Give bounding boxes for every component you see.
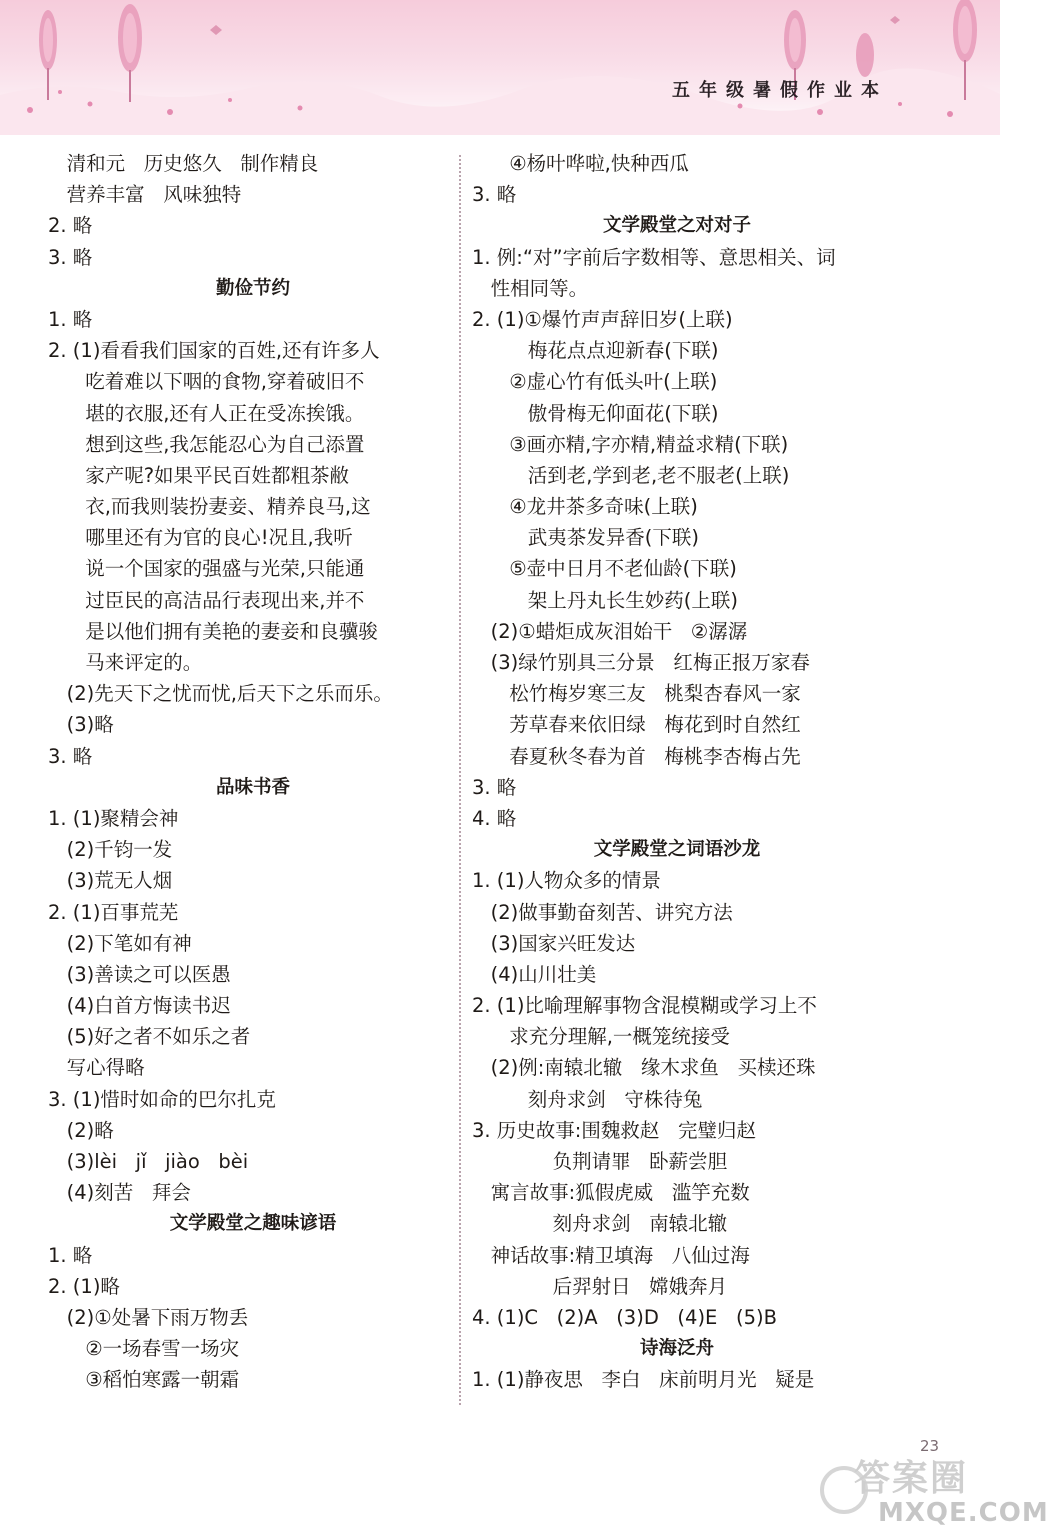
answer-line: 家产呢?如果平民百姓都粗茶敝 bbox=[48, 463, 350, 487]
answer-line: 1. 略 bbox=[48, 307, 93, 331]
header-banner bbox=[0, 0, 1000, 135]
answer-line: 2. (1)①爆竹声声辞旧岁(上联) bbox=[472, 307, 733, 331]
page-number: 23 bbox=[920, 1437, 940, 1455]
answer-line: (4)白首方悔读书迟 bbox=[48, 994, 231, 1018]
answer-line: (3)荒无人烟 bbox=[48, 869, 173, 893]
answer-line: 负荆请罪 卧薪尝胆 bbox=[472, 1150, 728, 1173]
answer-line: ③稻怕寒露一朝霜 bbox=[48, 1368, 240, 1392]
answer-line: ②虚心竹有低头叶(上联) bbox=[472, 370, 718, 394]
flower-field-illustration bbox=[0, 0, 1000, 135]
answer-line: (4)山川壮美 bbox=[472, 962, 597, 986]
answer-line: 3. 略 bbox=[472, 183, 517, 207]
answer-line: 4. (1)C (2)A (3)D (4)E (5)B bbox=[472, 1305, 777, 1329]
answer-line: 写心得略 bbox=[48, 1056, 145, 1080]
answer-line: (3)善读之可以医愚 bbox=[48, 962, 231, 986]
answer-line: 营养丰富 风味独特 bbox=[48, 183, 242, 207]
answer-line: 神话故事:精卫填海 八仙过海 bbox=[472, 1243, 750, 1267]
answer-line: 4. 略 bbox=[472, 806, 517, 830]
answer-line: (3)绿竹别具三分景 红梅正报万家春 bbox=[472, 651, 810, 674]
answer-line: 春夏秋冬春为首 梅桃李杏梅占先 bbox=[472, 744, 801, 768]
answer-line: 1. (1)人物众多的情景 bbox=[472, 869, 661, 893]
answer-line: ④龙井茶多奇味(上联) bbox=[472, 495, 698, 519]
answer-line: 2. (1)看看我们国家的百姓,还有许多人 bbox=[48, 339, 380, 363]
answer-line: 堪的衣服,还有人正在受冻挨饿。 bbox=[48, 401, 365, 425]
answer-line: 架上丹丸长生妙药(上联) bbox=[472, 588, 739, 612]
answer-line: (2)略 bbox=[48, 1118, 114, 1142]
right-column bbox=[472, 148, 882, 1396]
answer-line: 1. (1)静夜思 李白 床前明月光 疑是 bbox=[472, 1368, 815, 1392]
section-heading: 诗海泛舟 bbox=[639, 1338, 714, 1360]
book-title: 五年级暑假作业本 bbox=[672, 80, 888, 101]
answer-line: 求充分理解,一概笼统接受 bbox=[472, 1025, 730, 1049]
section-heading: 文学殿堂之词语沙龙 bbox=[593, 839, 761, 861]
answer-line: ②一场春雪一场灾 bbox=[48, 1337, 240, 1361]
answer-line: 3. 略 bbox=[472, 775, 517, 799]
answer-line: 活到老,学到老,老不服老(上联) bbox=[472, 463, 790, 487]
answer-line: 衣,而我则装扮妻妾、精养良马,这 bbox=[48, 495, 371, 519]
answer-line: (2)千钧一发 bbox=[48, 838, 173, 862]
answer-line: 是以他们拥有美艳的妻妾和良骥骏 bbox=[48, 619, 378, 643]
answer-line: 过臣民的高洁品行表现出来,并不 bbox=[48, 588, 365, 612]
answer-line: 芳草春来依旧绿 梅花到时自然红 bbox=[472, 713, 801, 737]
section-heading: 品味书香 bbox=[215, 776, 290, 798]
answer-line: 刻舟求剑 守株待兔 bbox=[472, 1087, 703, 1111]
answer-line: (2)下笔如有神 bbox=[48, 931, 192, 955]
answer-line: 寓言故事:狐假虎威 滥竽充数 bbox=[472, 1181, 750, 1205]
answer-line: 松竹梅岁寒三友 桃梨杏春风一家 bbox=[472, 682, 801, 706]
answer-line: 吃着难以下咽的食物,穿着破旧不 bbox=[48, 370, 365, 394]
answer-line: 1. 例:“对”字前后字数相等、意思相关、词 bbox=[472, 245, 836, 269]
answer-line: 刻舟求剑 南辕北辙 bbox=[472, 1212, 728, 1236]
answer-line: (3)lèi jǐ jiào bèi bbox=[48, 1150, 249, 1173]
answer-line: 武夷茶发异香(下联) bbox=[472, 526, 700, 550]
answer-line: 2. (1)略 bbox=[48, 1274, 120, 1298]
answer-line: 后羿射日 嫦娥奔月 bbox=[472, 1274, 728, 1298]
answer-line: 1. (1)聚精会神 bbox=[48, 806, 179, 830]
answer-line: 性相同等。 bbox=[472, 276, 589, 300]
answer-line: ③画亦精,字亦精,精益求精(下联) bbox=[472, 432, 789, 456]
watermark-line2: MXQE.COM bbox=[878, 1498, 1049, 1528]
answer-line: 梅花点点迎新春(下联) bbox=[472, 339, 719, 363]
answer-line: 清和元 历史悠久 制作精良 bbox=[48, 152, 319, 175]
answer-line: 2. (1)比喻理解事物含混模糊或学习上不 bbox=[472, 994, 817, 1018]
answer-line: 想到这些,我怎能忍心为自己添置 bbox=[48, 432, 365, 456]
watermark-logo bbox=[820, 1448, 1049, 1534]
section-heading: 文学殿堂之趣味谚语 bbox=[169, 1213, 337, 1235]
watermark-line1: 答案圈 bbox=[854, 1458, 969, 1499]
answer-line: (2)①蜡炬成灰泪始干 ②潺潺 bbox=[472, 619, 748, 643]
answer-line: (4)刻苦 拜会 bbox=[48, 1181, 191, 1205]
answer-line: 3. 略 bbox=[48, 245, 93, 269]
answer-line: 哪里还有为官的良心!况且,我听 bbox=[48, 526, 353, 550]
answer-line: 1. 略 bbox=[48, 1243, 93, 1267]
answer-line: 3. 历史故事:围魏救赵 完璧归赵 bbox=[472, 1118, 756, 1142]
answer-line: 3. (1)惜时如命的巴尔扎克 bbox=[48, 1087, 276, 1111]
answer-line: (3)略 bbox=[48, 713, 114, 737]
section-heading: 文学殿堂之对对子 bbox=[602, 215, 751, 237]
answer-line: 3. 略 bbox=[48, 744, 93, 768]
answer-line: (5)好之者不如乐之者 bbox=[48, 1025, 251, 1049]
answer-line: (3)国家兴旺发达 bbox=[472, 931, 636, 955]
answer-line: ⑤壶中日月不老仙龄(下联) bbox=[472, 557, 737, 581]
answer-line: (2)先天下之忧而忧,后天下之乐而乐。 bbox=[48, 682, 393, 706]
answer-line: 傲骨梅无仰面花(下联) bbox=[472, 401, 719, 425]
answer-line: (2)做事勤奋刻苦、讲究方法 bbox=[472, 900, 733, 924]
answer-line: 马来评定的。 bbox=[48, 651, 203, 674]
answer-line: ④杨叶哗啦,快种西瓜 bbox=[472, 152, 689, 175]
answer-line: 2. 略 bbox=[48, 214, 93, 238]
answer-line: (2)①处暑下雨万物丢 bbox=[48, 1305, 249, 1329]
answer-line: 2. (1)百事荒芜 bbox=[48, 900, 179, 924]
left-column bbox=[48, 148, 458, 1396]
column-divider bbox=[459, 155, 461, 1405]
section-heading: 勤俭节约 bbox=[215, 277, 290, 299]
answer-line: (2)例:南辕北辙 缘木求鱼 买椟还珠 bbox=[472, 1056, 816, 1080]
answer-line: 说一个国家的强盛与光荣,只能通 bbox=[48, 557, 365, 581]
